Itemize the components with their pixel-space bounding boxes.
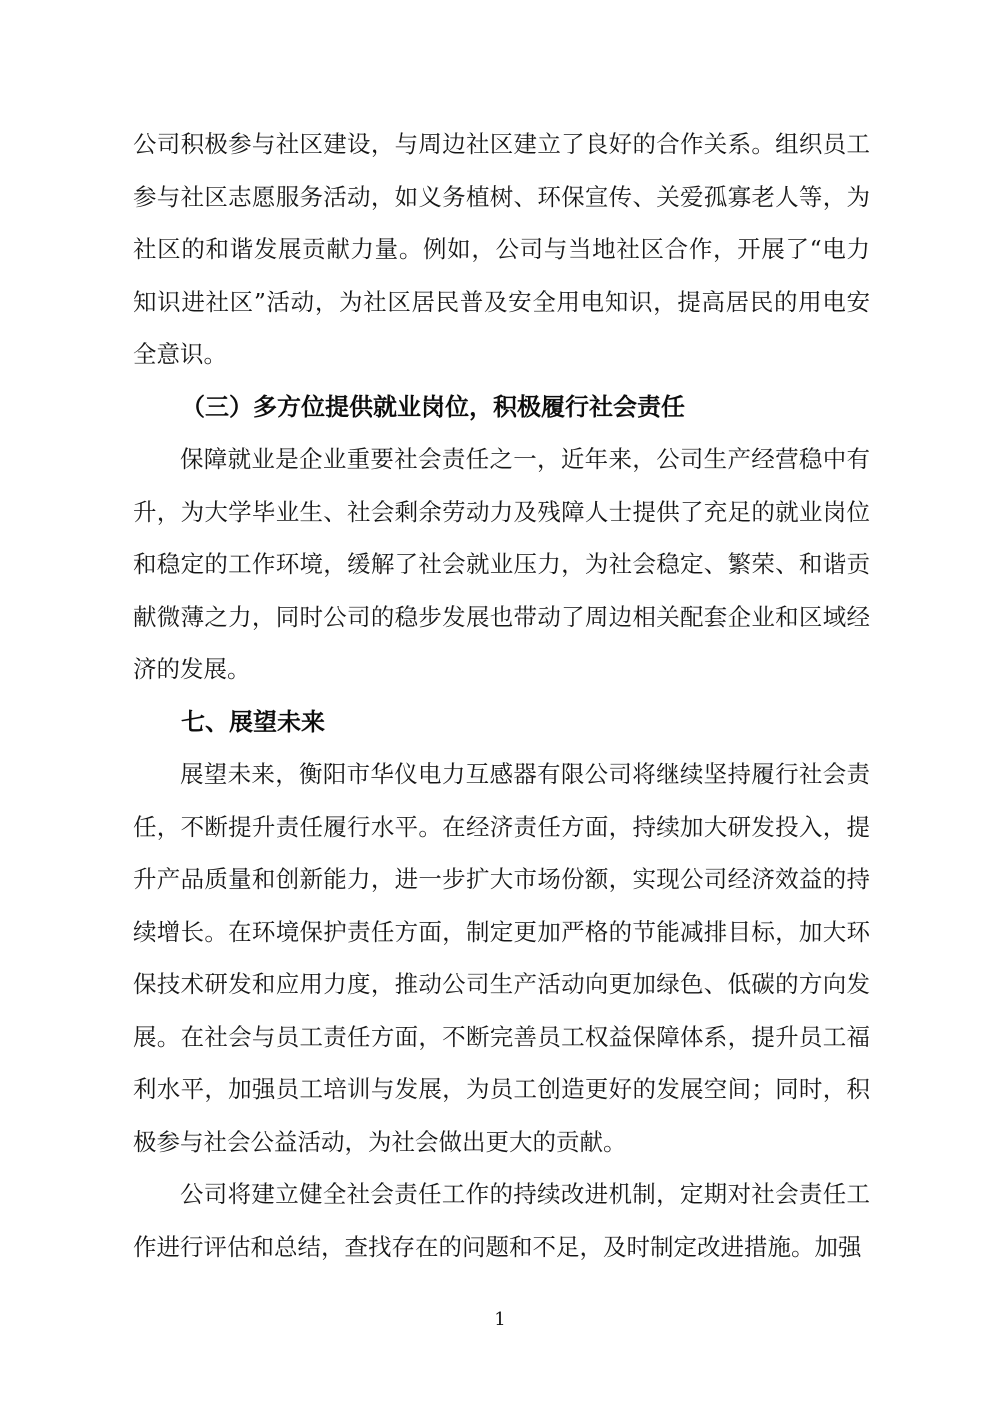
- paragraph-future-outlook: 展望未来，衡阳市华仪电力互感器有限公司将继续坚持履行社会责任，不断提升责任履行水平。在经济责任方面，持续加大研发投入，提升产品质量和创新能力，进一步扩大市场份额，实现公司经济效益的持续增长。在环境保护责任方面，制定更加严格的节能减排目标，加大环保技术研发和应用力度，推动公司生产活动向更加绿色、低碳的方向发展。在社会与员工责任方面，不断完善员工权益保障体系，提升员工福利水平，加强员工培训与发展，为员工创造更好的发展空间；同时，积极参与社会公益活动，为社会做出更大的贡献。: [133, 760, 870, 1156]
- heading-section-three-employment: （三）多方位提供就业岗位，积极履行社会责任: [181, 392, 685, 421]
- paragraph-employment-responsibility: 保障就业是企业重要社会责任之一，近年来，公司生产经营稳中有升，为大学毕业生、社会剩余劳动力及残障人士提供了充足的就业岗位和稳定的工作环境，缓解了社会就业压力，为社会稳定、繁荣、和谐贡献微薄之力，同时公司的稳步发展也带动了周边相关配套企业和区域经济的发展。: [133, 445, 870, 683]
- document-body: [133, 118, 870, 1273]
- heading-chapter-seven-future-outlook: 七、展望未来: [181, 707, 325, 736]
- page-number: 1: [494, 1309, 506, 1330]
- paragraph-community-involvement: 公司积极参与社区建设，与周边社区建立了良好的合作关系。组织员工参与社区志愿服务活动，如义务植树、环保宣传、关爱孤寡老人等，为社区的和谐发展贡献力量。例如，公司与当地社区合作，开展了“电力知识进社区”活动，为社区居民普及安全用电知识，提高居民的用电安全意识。: [133, 130, 870, 368]
- paragraph-continuous-improvement: 公司将建立健全社会责任工作的持续改进机制，定期对社会责任工作进行评估和总结，查找存在的问题和不足，及时制定改进措施。加强: [133, 1180, 870, 1261]
